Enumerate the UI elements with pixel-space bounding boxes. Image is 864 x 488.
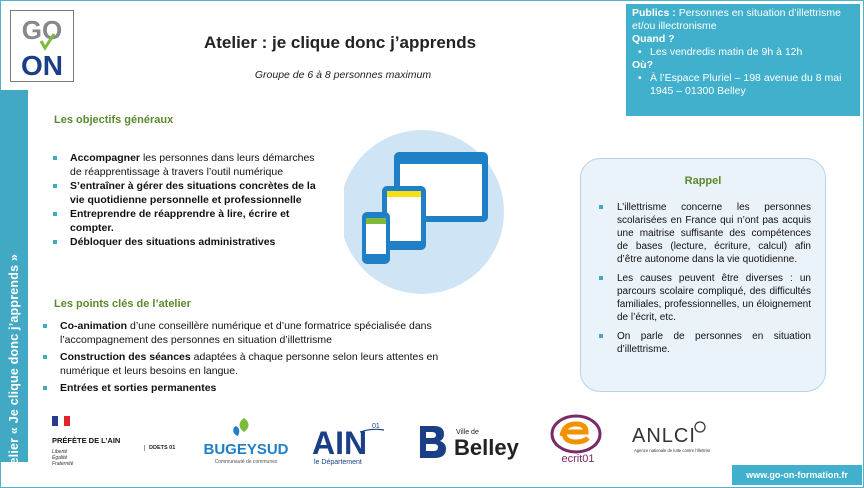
website-link[interactable]: www.go-on-formation.fr (732, 465, 862, 485)
flag-icon (52, 416, 70, 426)
point-item: Entrées et sorties permanentes (42, 382, 470, 396)
ddets-label: DDETS 01 (144, 445, 175, 451)
page-title: Atelier : je clique donc j’apprends (203, 33, 477, 52)
anlci-sub: Agence nationale de lutte contre l’illettrisme (634, 448, 710, 453)
objectif-item: Accompagner les personnes dans leurs démarches de réapprentissage à travers l’outil numérique (52, 152, 322, 179)
prefet-logo (52, 416, 192, 466)
publics-line (632, 7, 854, 33)
anlci-name: ANLCI (632, 425, 696, 447)
belley-prefix: Ville de (456, 429, 479, 436)
rappel-title: Rappel (684, 175, 722, 187)
side-band (0, 90, 28, 479)
objectif-item: Débloquer des situations administratives (52, 236, 322, 250)
point-item: Construction des séances adaptées à chaque personne selon leurs attentes en numérique et leurs besoins en langue. (42, 351, 470, 378)
anlci-logo (630, 418, 710, 464)
devices-illustration (344, 124, 504, 301)
rappel-item: L’illettrisme concerne les personnes scolarisées en France qui n’ont pas acquis une maitrise suffisante des compétences de bases (lecture, écriture, calcul) afin d’être autonome dans la vie quotidienne. (595, 201, 811, 266)
logo-text-bottom: ON (21, 50, 63, 81)
publics-value: Personnes en situation d’illettrisme et/ou illectronisme (632, 7, 841, 32)
go-on-logo (10, 10, 74, 82)
ain-name: AIN (312, 425, 368, 461)
ain-sub: le Département (314, 459, 362, 466)
points-list (42, 320, 470, 400)
bugeysud-name: BUGEYSUD (204, 441, 288, 458)
quand-label: Quand ? (632, 33, 675, 45)
objectifs-list (52, 152, 322, 251)
points-title: Les points clés de l’atelier (54, 298, 191, 310)
ecrit01-logo (546, 414, 610, 466)
objectifs-title: Les objectifs généraux (54, 114, 174, 126)
logo-text-top: GO (21, 15, 63, 45)
prefet-motto: Liberté Égalité Fraternité (52, 449, 74, 467)
ain-sup: 01 (372, 423, 380, 430)
bugeysud-sub: Communauté de communes (214, 459, 278, 465)
belley-logo (416, 422, 522, 462)
ain-logo (310, 418, 394, 468)
point-item: Co-animation d’une conseillère numérique et d’une formatrice spécialisée dans l’accompagnement des personnes en situation d’illettrisme (42, 320, 470, 347)
ou-value: • À l’Espace Pluriel – 198 avenue du 8 mai 1945 – 01300 Belley (632, 72, 854, 98)
page-subtitle: Groupe de 6 à 8 personnes maximum (254, 69, 432, 81)
info-box (626, 4, 860, 116)
bugeysud-logo (204, 414, 288, 468)
rappel-item: On parle de personnes en situation d’illettrisme. (595, 330, 811, 356)
publics-label: Publics : (632, 7, 679, 19)
rappel-box (580, 158, 826, 392)
objectif-item: Entreprendre de réapprendre à lire, écrire et compter. (52, 208, 322, 235)
rappel-item: Les causes peuvent être diverses : un parcours scolaire compliqué, des difficultés familiales, professionnelles, un éloignement de l’écrit, etc. (595, 272, 811, 324)
prefet-name: PRÉFÈTE DE L’AIN (52, 436, 121, 445)
objectif-item: S’entraîner à gérer des situations concrètes de la vie quotidienne personnelle et professionnelle (52, 180, 322, 207)
quand-value: • Les vendredis matin de 9h à 12h (632, 46, 854, 59)
belley-name: Belley (454, 435, 519, 460)
ecrit01-name: ecrit01 (561, 453, 595, 465)
side-label: Atelier « Je clique donc j’apprends » (7, 253, 21, 479)
ou-label: Où? (632, 59, 653, 71)
